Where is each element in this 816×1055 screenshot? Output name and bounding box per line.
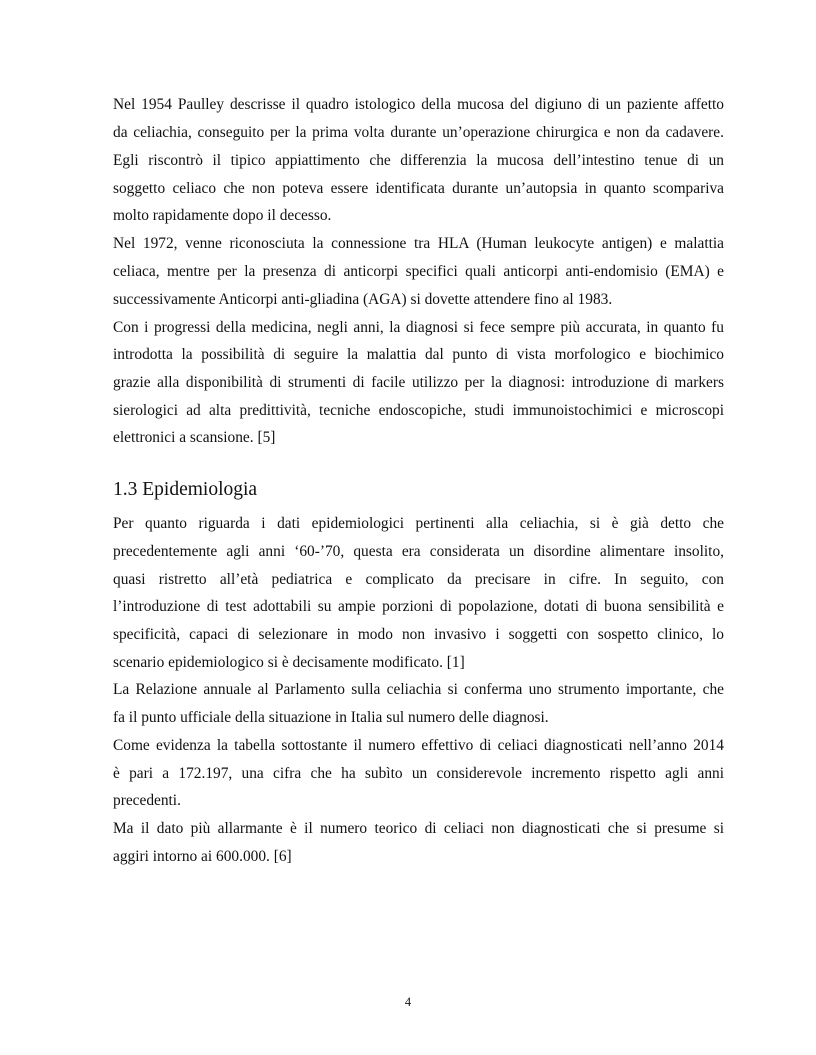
text-line: Ma il dato più allarmante è il numero teorico di celiaci non diagnosticati che si presume si — [113, 820, 724, 837]
text-line: è pari a 172.197, una cifra che ha subìto un considerevole incremento rispetto agli anni — [113, 765, 724, 782]
text-line: introdotta la possibilità di seguire la malattia dal punto di vista morfologico e biochimico — [113, 346, 724, 363]
page-number: 4 — [404, 995, 412, 1009]
text-line: grazie alla disponibilità di strumenti di facile utilizzo per la diagnosi: introduzione di markers — [113, 374, 724, 391]
text-line: molto rapidamente dopo il decesso. — [113, 207, 332, 224]
text-line: Nel 1972, venne riconosciuta la connessione tra HLA (Human leukocyte antigen) e malattia — [113, 235, 724, 252]
text-line: Come evidenza la tabella sottostante il numero effettivo di celiaci diagnosticati nell’anno 2014 — [113, 737, 724, 754]
text-line: Con i progressi della medicina, negli anni, la diagnosi si fece sempre più accurata, in quanto fu — [113, 319, 724, 336]
text-line: l’introduzione di test adottabili su ampie porzioni di popolazione, dotati di buona sensibilità e — [113, 598, 724, 615]
text-line: La Relazione annuale al Parlamento sulla celiachia si conferma uno strumento importante, che — [113, 681, 724, 698]
section-heading: 1.3 Epidemiologia — [113, 479, 258, 500]
text-line: precedenti. — [113, 792, 181, 809]
text-line: Nel 1954 Paulley descrisse il quadro istologico della mucosa del digiuno di un paziente affetto — [113, 96, 724, 113]
text-line: Egli riscontrò il tipico appiattimento che differenzia la mucosa dell’intestino tenue di un — [113, 152, 724, 169]
text-line: soggetto celiaco che non poteva essere identificata durante un’autopsia in quanto scompariva — [113, 180, 724, 197]
text-line: sierologici ad alta predittività, tecniche endoscopiche, studi immunoistochimici e microscopi — [113, 402, 724, 419]
text-line: celiaca, mentre per la presenza di anticorpi specifici quali anticorpi anti-endomisio (EMA) e — [113, 263, 724, 280]
text-line: precedentemente agli anni ‘60-’70, questa era considerata un disordine alimentare insolito, — [113, 543, 724, 560]
text-line: da celiachia, conseguito per la prima volta durante un’operazione chirurgica e non da cadavere. — [113, 124, 724, 141]
text-line: specificità, capaci di selezionare in modo non invasivo i soggetti con sospetto clinico, lo — [113, 626, 724, 643]
text-line: scenario epidemiologico si è decisamente modificato. [1] — [113, 654, 465, 671]
text-line: fa il punto ufficiale della situazione in Italia sul numero delle diagnosi. — [113, 709, 549, 726]
text-line: elettronici a scansione. [5] — [113, 429, 276, 446]
text-line: Per quanto riguarda i dati epidemiologici pertinenti alla celiachia, si è già detto che — [113, 515, 724, 532]
text-line: aggiri intorno ai 600.000. [6] — [113, 848, 292, 865]
text-line: quasi ristretto all’età pediatrica e complicato da precisare in cifre. In seguito, con — [113, 571, 724, 588]
text-line: successivamente Anticorpi anti-gliadina (AGA) si dovette attendere fino al 1983. — [113, 291, 613, 308]
